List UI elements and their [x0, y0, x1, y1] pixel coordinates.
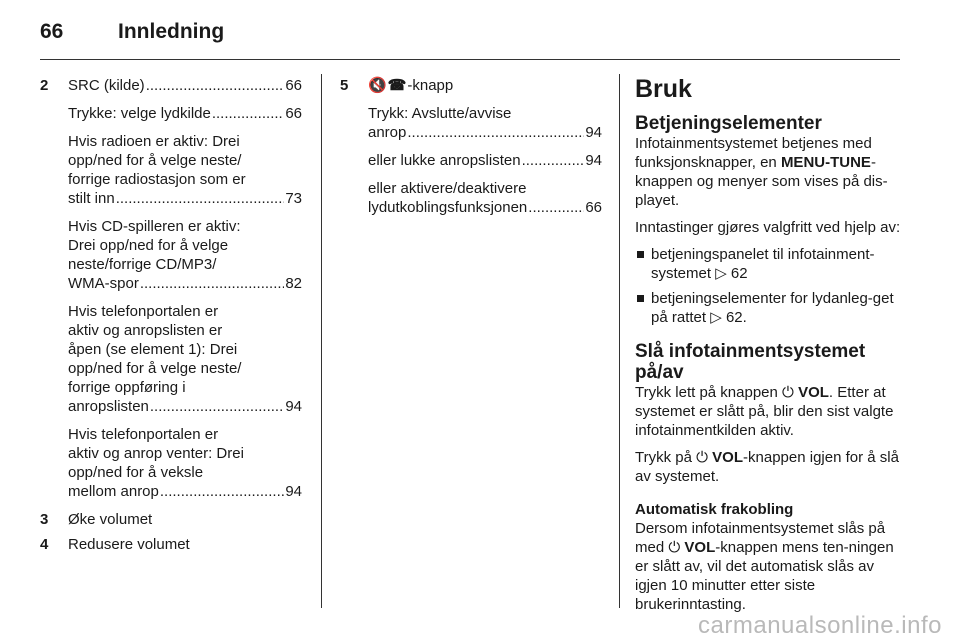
item-number: 2 — [40, 77, 49, 94]
page-ref: 66 — [285, 77, 302, 94]
page-number: 66 — [40, 20, 64, 43]
section-heading: Bruk — [635, 75, 692, 103]
paragraph-intro: Infotainmentsystemet betjenes med funksjonsknapper, en MENU-TUNE-knappen og menyer som vises på dis-playet. — [635, 135, 888, 209]
header-rule — [40, 59, 900, 60]
cross-reference-icon: ▷ — [710, 309, 722, 326]
item-number: 5 — [340, 77, 349, 94]
list-item-2 — [40, 76, 302, 501]
column-2 — [340, 76, 602, 226]
power-icon: ⏻ — [782, 384, 794, 401]
paragraph-end-call: Trykk: Avslutte/avvise anrop ..... 94 — [368, 104, 602, 142]
item-number: 4 — [40, 536, 49, 553]
paragraph-inputs: Inntastinger gjøres valgfritt ved hjelp av: — [635, 219, 901, 236]
bullet-item: betjeningspanelet til infotainment-systemet ▷ 62 — [635, 245, 905, 283]
paragraph-mute: eller aktivere/deaktivere lydutkoblingsfunksjonen ..... 66 — [368, 179, 602, 217]
page-title: Innledning — [118, 20, 225, 43]
list-item-5: 5 🔇☎-knapp Trykk: Avslutte/avvise anrop ..... 94 eller lukke anropslisten ..... 94 eller aktivere/deaktivere lydutkoblingsfunksjonen ..... 66 — [340, 76, 602, 217]
column-3 — [635, 76, 905, 622]
power-icon: ⏻ — [696, 449, 708, 466]
paragraph-close-list: eller lukke anropslisten ..... 94 — [368, 151, 602, 170]
toc-entry: Trykke: velge lydkilde ..... 66 — [68, 104, 302, 123]
page-ref: 66 — [285, 105, 302, 122]
paragraph-cd: Hvis CD-spilleren er aktiv: Drei opp/ned for å velge neste/forrige CD/MP3/ WMA-spor ..... 82 — [68, 217, 302, 293]
page-ref: 73 — [285, 190, 302, 207]
power-icon: ⏻ — [668, 539, 681, 556]
column-divider-2 — [619, 74, 620, 608]
paragraph-phone-list: Hvis telefonportalen er aktiv og anropslisten er åpen (se element 1): Drei opp/ned for å velge neste/ forrige oppføring i anropslisten ..... 94 — [68, 302, 302, 416]
list-item-3: 3 Øke volumet — [40, 511, 153, 528]
subheading-controls: Betjeningselementer — [635, 113, 822, 134]
mute-hangup-icon: 🔇☎ — [368, 77, 408, 94]
watermark: carmanualsonline.info — [698, 612, 942, 639]
item-number: 3 — [40, 511, 49, 528]
cross-reference-icon: ▷ — [715, 265, 727, 282]
paragraph-power-off: Trykk på ⏻ VOL-knappen igjen for å slå av systemet. — [635, 449, 899, 485]
paragraph-power-on: Trykk lett på knappen ⏻ VOL. Etter at systemet er slått på, blir den sist valgte infotainmentkilden aktiv. — [635, 384, 894, 439]
page-ref: 62 — [730, 265, 748, 282]
page-ref: 66 — [585, 199, 602, 216]
subheading-power: Slå infotainmentsystemet på/av — [635, 341, 866, 383]
paragraph-auto-off: Dersom infotainmentsystemet slås på med ⏻ VOL-knappen mens ten-ningen er slått av, vil det automatisk slås av igjen 10 minutter etter siste brukerinntasting. — [635, 520, 894, 613]
subheading-auto-off: Automatisk frakobling — [635, 501, 794, 518]
page-ref: 94 — [585, 124, 602, 141]
column-divider-1 — [321, 74, 322, 608]
page-ref: 94 — [285, 483, 302, 500]
paragraph-radio: Hvis radioen er aktiv: Drei opp/ned for å velge neste/ forrige radiostasjon som er stilt inn ..... 73 — [68, 132, 302, 208]
page-ref: 62. — [725, 309, 747, 326]
paragraph-phone-wait: Hvis telefonportalen er aktiv og anrop venter: Drei opp/ned for å veksle mellom anrop ..... 94 — [68, 425, 302, 501]
list-item-4: 4 Redusere volumet — [40, 536, 190, 553]
page-ref: 94 — [285, 398, 302, 415]
page-ref: 94 — [585, 152, 602, 169]
bullet-item: betjeningselementer for lydanleg-get på rattet ▷ 62. — [635, 289, 905, 327]
toc-entry: SRC (kilde) ..... 66 — [68, 76, 302, 95]
page-ref: 82 — [285, 275, 302, 292]
column-1 — [40, 76, 302, 554]
